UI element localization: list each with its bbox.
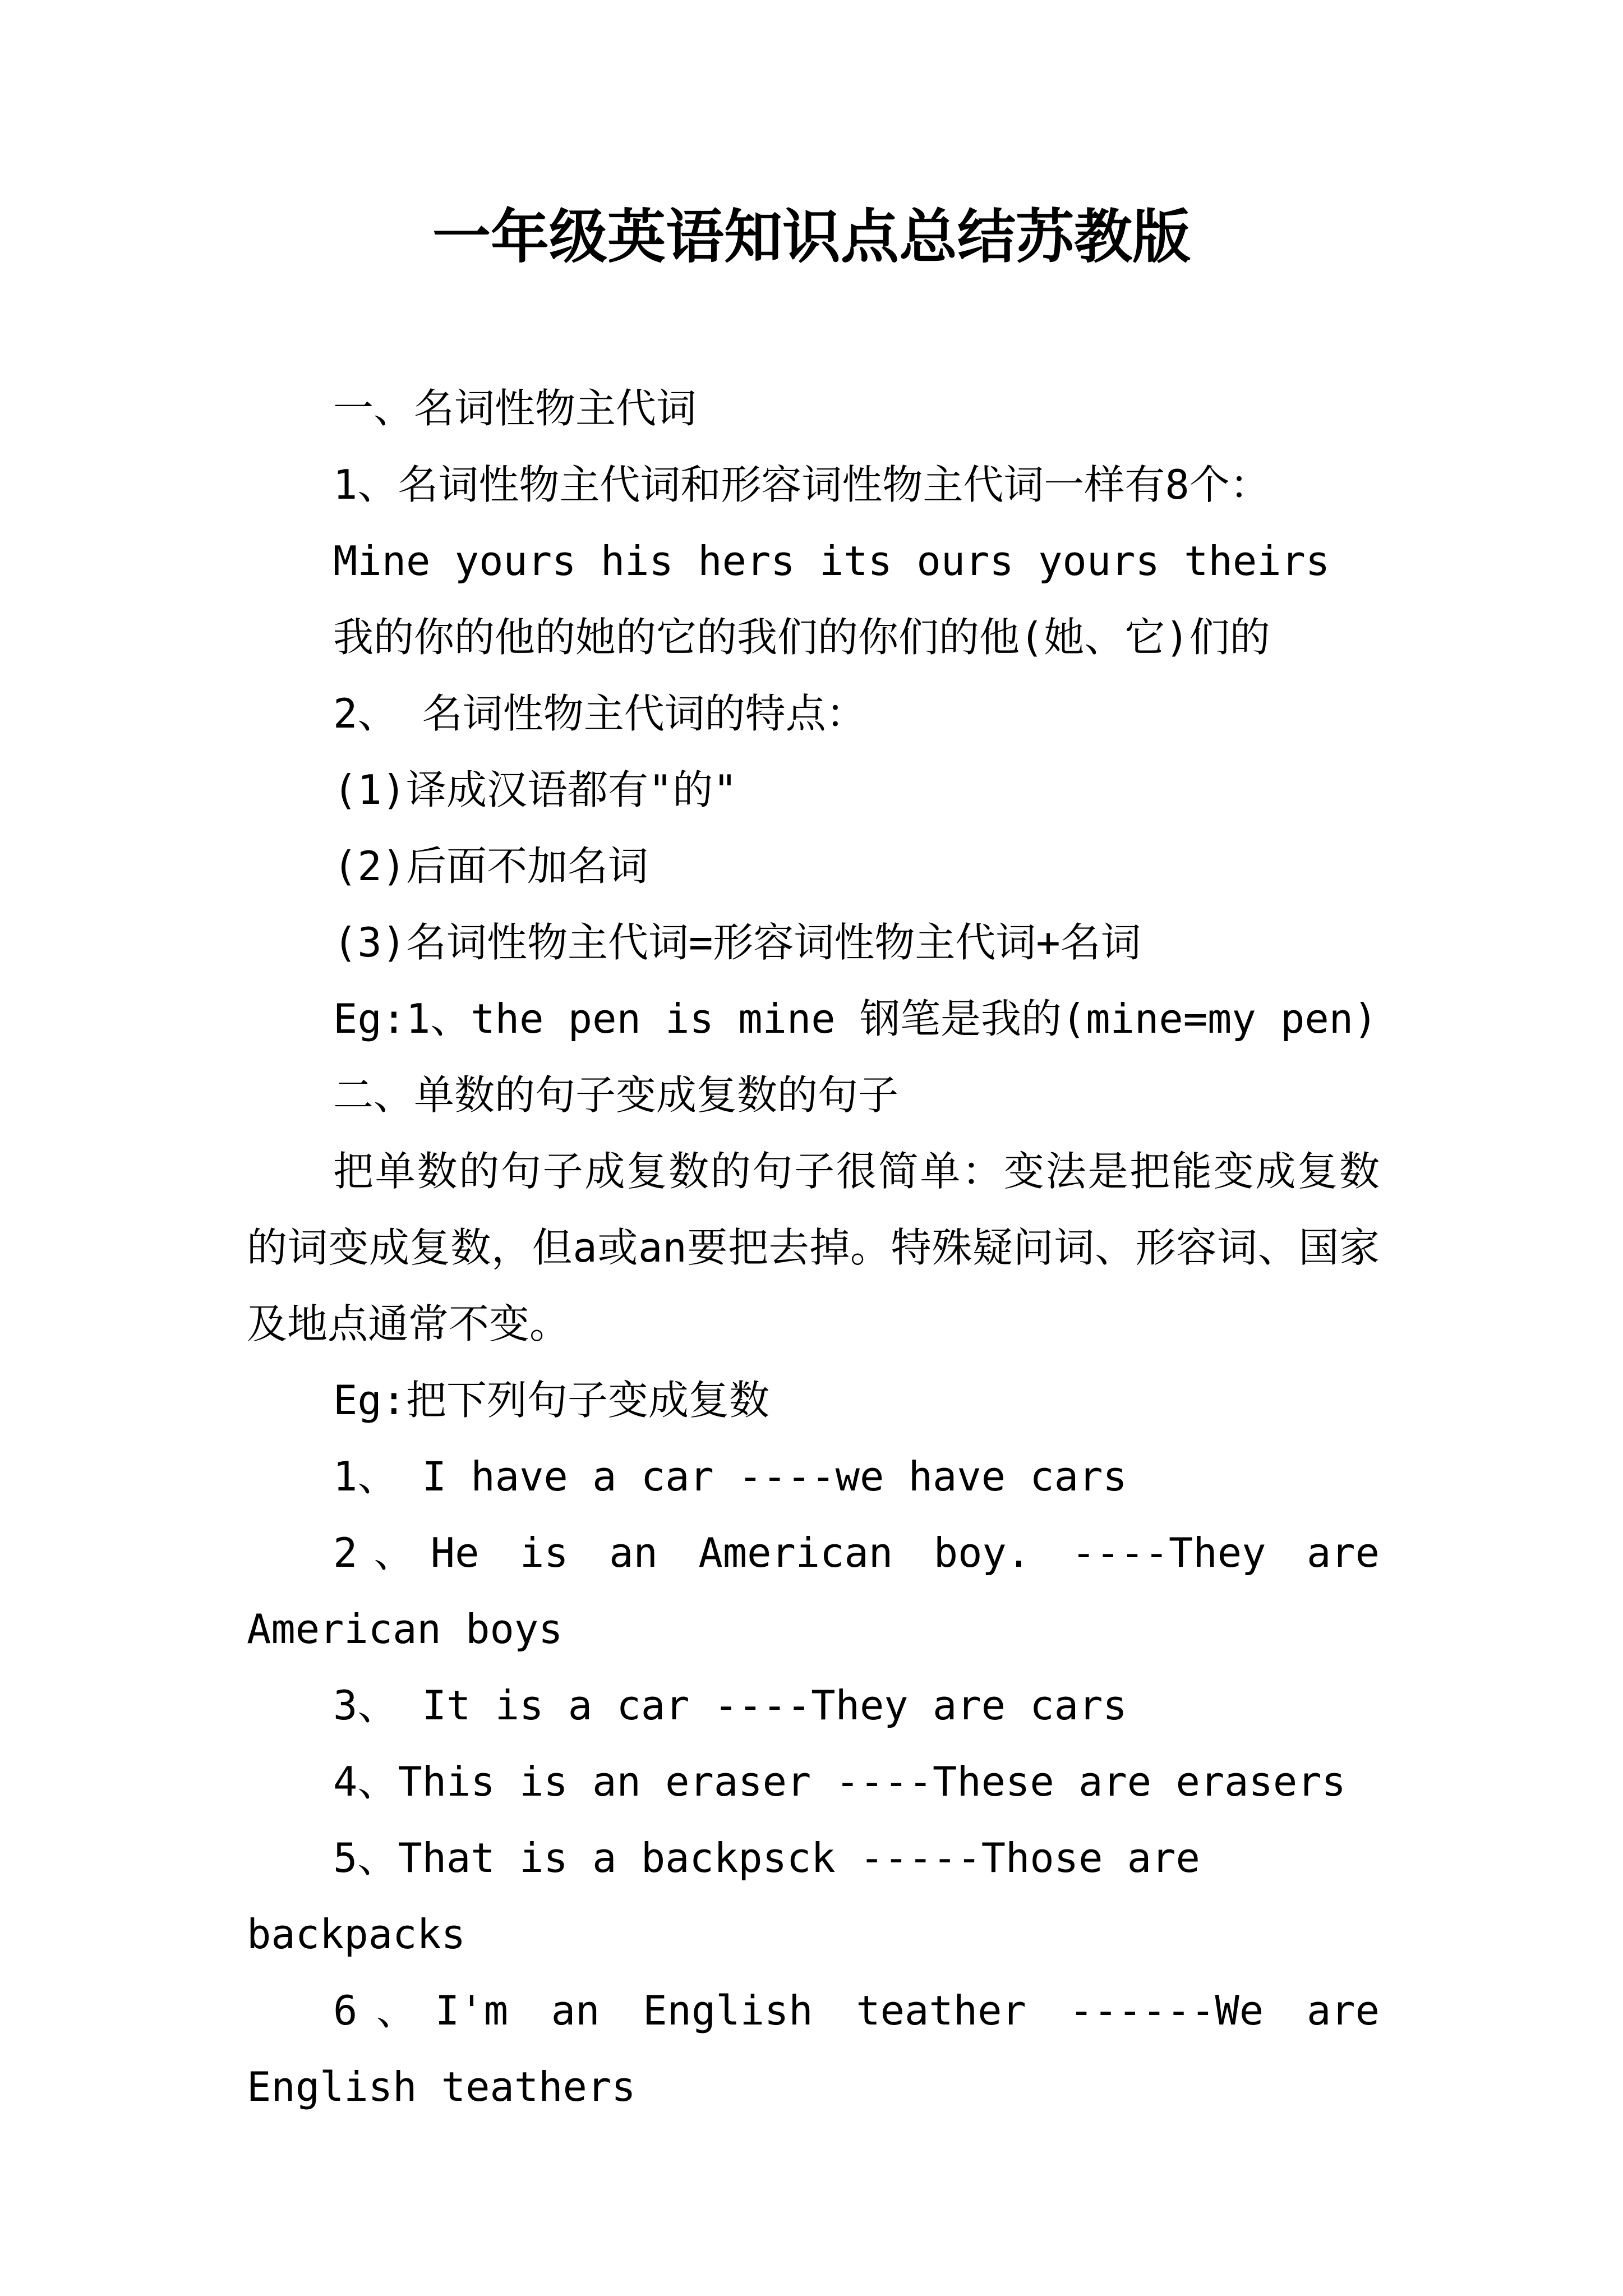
paragraph: 我的你的他的她的它的我们的你们的他(她、它)们的: [333, 614, 1270, 661]
example: 3、 It is a car ----They are cars: [333, 1682, 1127, 1729]
paragraph: 把单数的句子成复数的句子很简单：变法是把能变成复数的词变成复数，但a或an要把去掉。特殊疑问词、形容词、国家及地点通常不变。: [247, 1148, 1380, 1347]
paragraph: Mine yours his hers its ours yours theirs: [333, 537, 1330, 585]
list-item: (3)名词性物主代词=形容词性物主代词+名词: [333, 919, 1141, 966]
document-title: 一年级英语知识点总结苏教版: [432, 202, 1191, 271]
example: 5、That is a backpsck -----Those are backpacks: [247, 1834, 1200, 1958]
document-body: [247, 370, 1380, 2125]
example: Eg:1、the pen is mine 钢笔是我的(mine=my pen): [333, 995, 1378, 1042]
section-heading: 一、名词性物主代词: [333, 385, 697, 432]
example: 1、 I have a car ----we have cars: [333, 1453, 1127, 1500]
section-heading: 二、单数的句子变成复数的句子: [333, 1071, 899, 1119]
list-item: (2)后面不加名词: [333, 843, 649, 890]
example: 2、He is an American boy. ----They are American boys: [247, 1529, 1380, 1653]
paragraph: 1、名词性物主代词和形容词性物主代词一样有8个：: [333, 461, 1270, 508]
list-item: (1)译成汉语都有"的": [333, 766, 737, 813]
example-heading: Eg:把下列句子变成复数: [333, 1377, 770, 1424]
paragraph: 2、 名词性物主代词的特点：: [333, 690, 866, 737]
example: 4、This is an eraser ----These are erasers: [333, 1758, 1346, 1805]
example: 6、I'm an English teather ------We are English teathers: [247, 1987, 1380, 2110]
